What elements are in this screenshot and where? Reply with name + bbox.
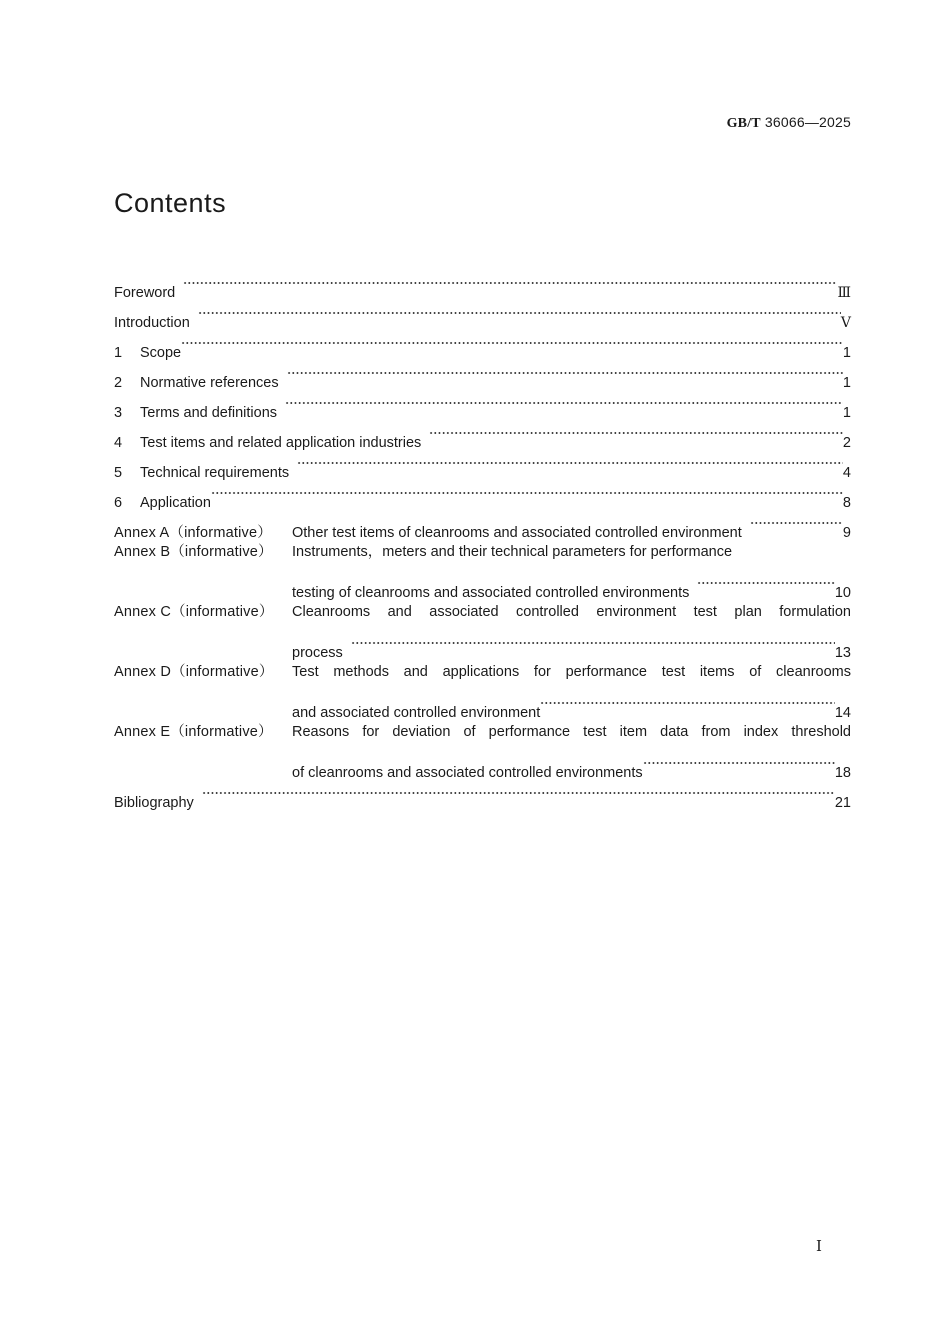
toc-entry-application[interactable] — [114, 477, 851, 511]
toc-entry-bibliography[interactable] — [114, 777, 851, 811]
section-number: 5 — [114, 465, 123, 481]
toc-entry-label-line2: and associated controlled environment — [292, 705, 541, 721]
toc-entry-label: Test items and related application industries — [140, 435, 422, 451]
table-of-contents — [114, 267, 851, 811]
toc-entry-label-line2: process — [292, 645, 343, 661]
toc-entry-label-line1: Instruments，meters and their technical parameters for performance — [292, 544, 733, 560]
toc-entry-annex-a[interactable] — [114, 507, 851, 541]
toc-entry-annex-b[interactable] — [114, 537, 851, 567]
dot-leader — [181, 327, 843, 357]
standard-number: 36066—2025 — [764, 114, 851, 130]
dot-leader — [287, 357, 843, 387]
toc-entry-page: 8 — [842, 495, 851, 511]
toc-entry-label: Technical requirements — [140, 465, 290, 481]
toc-entry-foreword[interactable] — [114, 267, 851, 301]
toc-entry-label: Foreword — [114, 285, 176, 301]
toc-entry-introduction[interactable] — [114, 297, 851, 331]
toc-entry-page: 1 — [842, 375, 851, 391]
toc-entry-annex-d[interactable] — [114, 657, 851, 687]
dot-leader — [540, 687, 835, 717]
toc-entry-label-line2: testing of cleanrooms and associated controlled environments — [292, 585, 690, 601]
dot-leader — [211, 477, 843, 507]
toc-entry-page: Ⅲ — [837, 286, 851, 301]
toc-entry-page: 14 — [834, 705, 851, 721]
standard-code — [727, 114, 851, 132]
toc-entry-page: 21 — [834, 795, 851, 811]
dot-leader — [351, 627, 835, 657]
toc-entry-annex-e-continued[interactable] — [114, 747, 851, 781]
dot-leader — [643, 747, 835, 777]
toc-entry-scope[interactable] — [114, 327, 851, 361]
dot-leader — [297, 447, 843, 477]
toc-entry-page: 13 — [834, 645, 851, 661]
toc-entry-technical-requirements[interactable] — [114, 447, 851, 481]
toc-entry-annex-d-continued[interactable] — [114, 687, 851, 721]
dot-leader — [697, 567, 834, 597]
toc-entry-annex-c-continued[interactable] — [114, 627, 851, 661]
page-title: Contents — [114, 188, 227, 218]
annex-label: Annex D（informative） — [114, 664, 274, 680]
toc-entry-label: Other test items of cleanrooms and associated controlled environment — [292, 525, 742, 541]
dot-leader — [750, 507, 843, 537]
section-number: 4 — [114, 435, 123, 451]
section-number: 6 — [114, 495, 123, 511]
toc-entry-page: 9 — [842, 525, 851, 541]
toc-entry-label-line1: Cleanrooms and associated controlled environment test plan formulation — [292, 604, 851, 620]
standard-prefix: GB/T — [726, 116, 761, 131]
section-number: 1 — [114, 345, 123, 361]
toc-entry-label: Normative references — [140, 375, 279, 391]
toc-entry-label-line2: of cleanrooms and associated controlled environments — [292, 765, 643, 781]
toc-entry-label: Scope — [140, 345, 182, 361]
section-number: 2 — [114, 375, 123, 391]
toc-entry-label-line1: Reasons for deviation of performance test item data from index threshold — [292, 724, 851, 740]
toc-entry-annex-e[interactable] — [114, 717, 851, 747]
toc-entry-page: 2 — [842, 435, 851, 451]
page-number: Ⅰ — [816, 1239, 822, 1255]
toc-entry-label: Bibliography — [114, 795, 194, 811]
toc-entry-test-items[interactable] — [114, 417, 851, 451]
dot-leader — [429, 417, 843, 447]
dot-leader — [183, 267, 837, 297]
toc-entry-label: Application — [140, 495, 211, 511]
annex-label: Annex C（informative） — [114, 604, 274, 620]
toc-entry-page: 1 — [842, 345, 851, 361]
toc-entry-page: 18 — [834, 765, 851, 781]
toc-entry-terms-and-definitions[interactable] — [114, 387, 851, 421]
toc-entry-page: 1 — [842, 405, 851, 421]
annex-label: Annex E（informative） — [114, 724, 273, 740]
toc-entry-page: 10 — [834, 585, 851, 601]
toc-entry-normative-references[interactable] — [114, 357, 851, 391]
toc-entry-label: Introduction — [114, 315, 190, 331]
dot-leader — [198, 297, 841, 327]
section-number: 3 — [114, 405, 123, 421]
toc-entry-annex-c[interactable] — [114, 597, 851, 627]
annex-label: Annex B（informative） — [114, 544, 273, 560]
toc-entry-page: Ⅴ — [840, 316, 851, 331]
annex-label: Annex A（informative） — [114, 525, 272, 541]
toc-entry-label: Terms and definitions — [140, 405, 278, 421]
dot-leader — [285, 387, 843, 417]
toc-entry-page: 4 — [842, 465, 851, 481]
toc-entry-annex-b-continued[interactable] — [114, 567, 851, 601]
dot-leader — [202, 777, 835, 807]
toc-entry-label-line1: Test methods and applications for performance test items of cleanrooms — [292, 664, 851, 680]
